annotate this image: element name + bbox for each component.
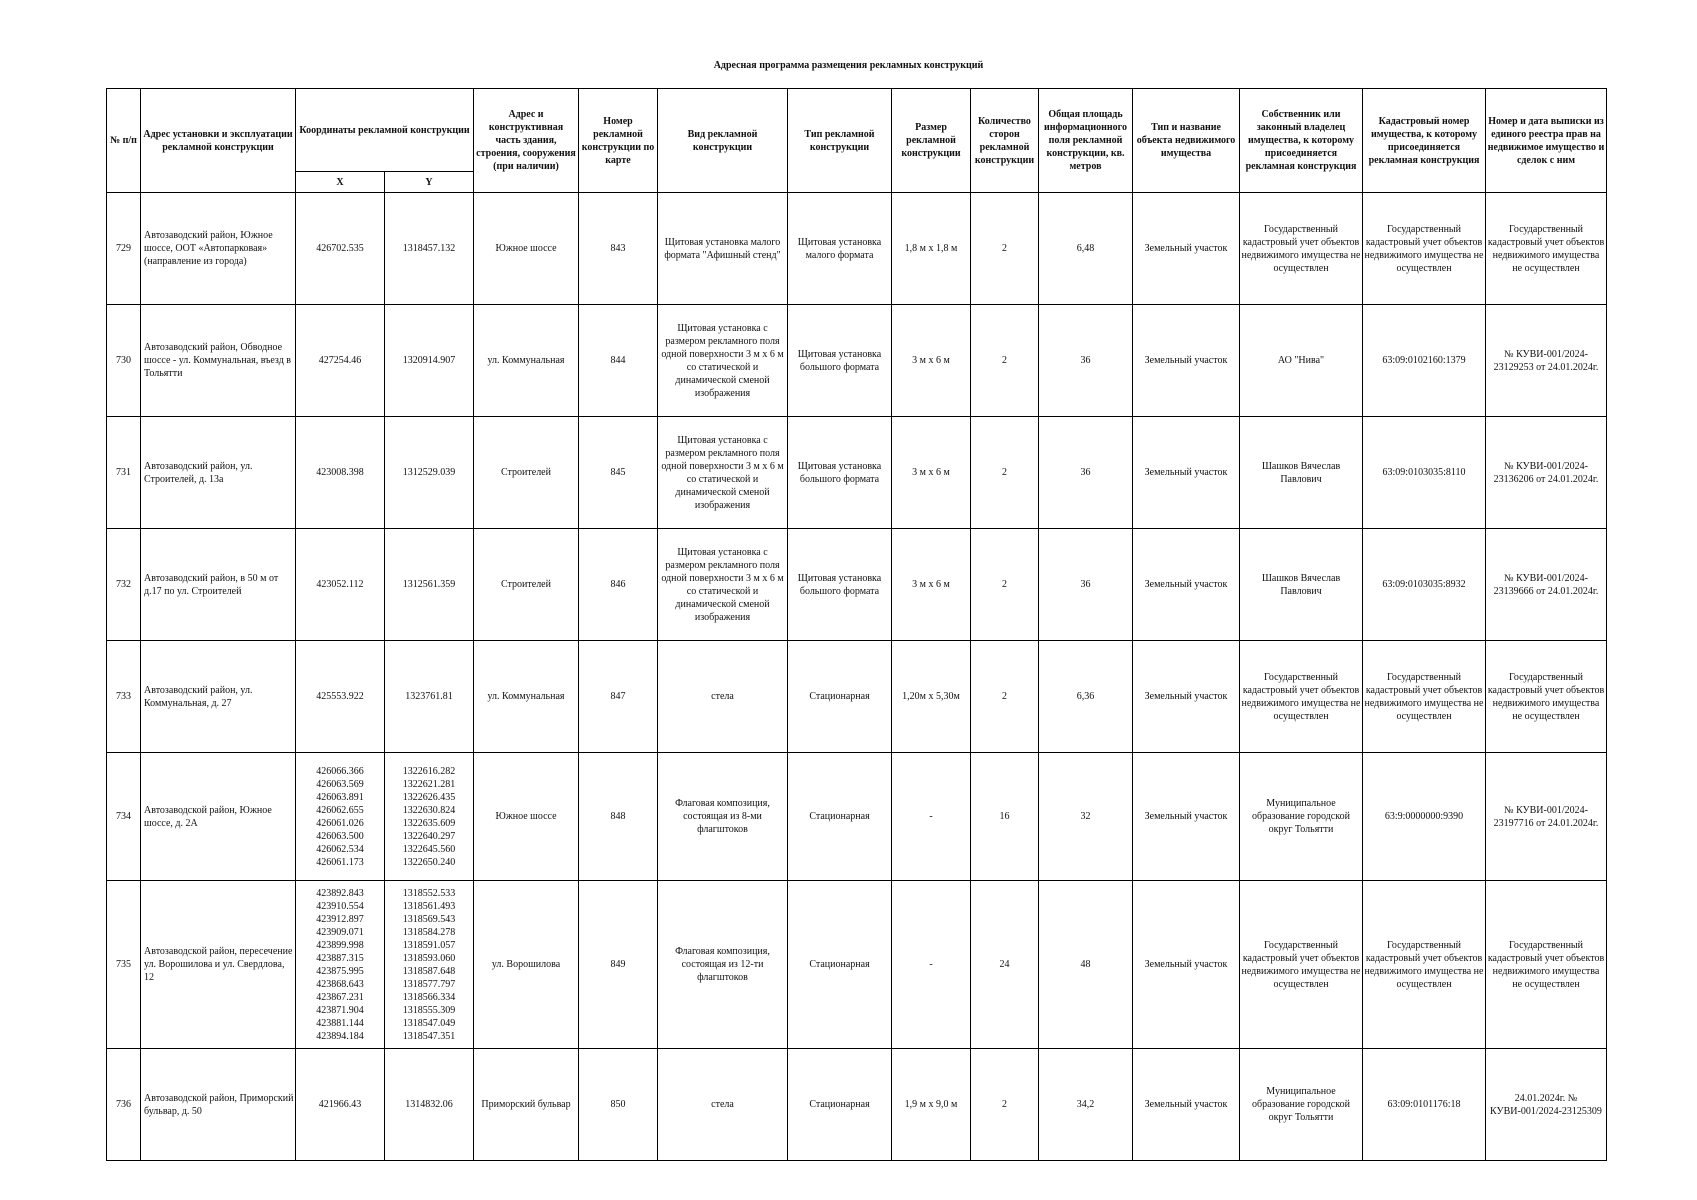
cell-type: Стационарная xyxy=(788,753,892,881)
cell-property: Земельный участок xyxy=(1133,753,1240,881)
cell-num: 736 xyxy=(107,1049,141,1161)
cell-owner: Шашков Вячеслав Павлович xyxy=(1240,417,1363,529)
cell-registry: Государственный кадастровый учет объектов недвижимого имущества не осуществлен xyxy=(1486,193,1607,305)
cell-registry: № КУВИ-001/2024-23197716 от 24.01.2024г. xyxy=(1486,753,1607,881)
cell-address: Автозаводской район, пересечение ул. Ворошилова и ул. Свердлова, 12 xyxy=(141,881,296,1049)
cell-area: 36 xyxy=(1039,529,1133,641)
cell-property: Земельный участок xyxy=(1133,881,1240,1049)
cell-num: 733 xyxy=(107,641,141,753)
cell-sides: 2 xyxy=(971,417,1039,529)
cell-sides: 2 xyxy=(971,193,1039,305)
cell-map-num: 845 xyxy=(579,417,658,529)
cell-address: Автозаводской район, Приморский бульвар, д. 50 xyxy=(141,1049,296,1161)
table-row xyxy=(107,305,1607,417)
cell-y: 1320914.907 xyxy=(385,305,474,417)
cell-num: 729 xyxy=(107,193,141,305)
cell-size: 1,20м х 5,30м xyxy=(892,641,971,753)
header-map-num: Номер рекламной конструкции по карте xyxy=(579,89,658,193)
header-num: № п/п xyxy=(107,89,141,193)
cell-size: 3 м х 6 м xyxy=(892,417,971,529)
cell-owner: АО "Нива" xyxy=(1240,305,1363,417)
cell-owner: Государственный кадастровый учет объектов недвижимого имущества не осуществлен xyxy=(1240,641,1363,753)
header-coords: Координаты рекламной конструкции xyxy=(296,89,474,172)
cell-area: 34,2 xyxy=(1039,1049,1133,1161)
cell-cadastral: Государственный кадастровый учет объектов недвижимого имущества не осуществлен xyxy=(1363,641,1486,753)
cell-sides: 2 xyxy=(971,641,1039,753)
header-area: Общая площадь информационного поля рекламной конструкции, кв. метров xyxy=(1039,89,1133,193)
table-row xyxy=(107,529,1607,641)
cell-map-num: 844 xyxy=(579,305,658,417)
cell-registry: № КУВИ-001/2024-23129253 от 24.01.2024г. xyxy=(1486,305,1607,417)
cell-building: Южное шоссе xyxy=(474,753,579,881)
cell-map-num: 850 xyxy=(579,1049,658,1161)
cell-map-num: 843 xyxy=(579,193,658,305)
cell-sides: 2 xyxy=(971,305,1039,417)
cell-kind: Щитовая установка с размером рекламного поля одной поверхности 3 м х 6 м со статической и динамической сменой изображения xyxy=(658,529,788,641)
cell-kind: стела xyxy=(658,641,788,753)
cell-area: 48 xyxy=(1039,881,1133,1049)
cell-y: 1318552.533 1318561.493 1318569.543 1318584.278 1318591.057 1318593.060 1318587.648 1318577.797 1318566.334 1318555.309 1318547.049 1318547.351 xyxy=(385,881,474,1049)
cell-y: 1314832.06 xyxy=(385,1049,474,1161)
header-cadastral: Кадастровый номер имущества, к которому присоединяется рекламная конструкция xyxy=(1363,89,1486,193)
header-sides: Количество сторон рекламной конструкции xyxy=(971,89,1039,193)
header-building: Адрес и конструктивная часть здания, строения, сооружения (при наличии) xyxy=(474,89,579,193)
header-size: Размер рекламной конструкции xyxy=(892,89,971,193)
cell-registry: Государственный кадастровый учет объектов недвижимого имущества не осуществлен xyxy=(1486,641,1607,753)
cell-size: 3 м х 6 м xyxy=(892,305,971,417)
cell-type: Стационарная xyxy=(788,641,892,753)
advertising-structures-table xyxy=(106,88,1607,1161)
cell-x: 425553.922 xyxy=(296,641,385,753)
cell-property: Земельный участок xyxy=(1133,1049,1240,1161)
cell-x: 426702.535 xyxy=(296,193,385,305)
cell-sides: 16 xyxy=(971,753,1039,881)
cell-address: Автозаводский район, в 50 м от д.17 по ул. Строителей xyxy=(141,529,296,641)
cell-type: Щитовая установка малого формата xyxy=(788,193,892,305)
cell-y: 1312529.039 xyxy=(385,417,474,529)
cell-x: 423052.112 xyxy=(296,529,385,641)
cell-num: 730 xyxy=(107,305,141,417)
cell-address: Автозаводский район, Южное шоссе, ООТ «Автопарковая» (направление из города) xyxy=(141,193,296,305)
cell-building: ул. Коммунальная xyxy=(474,641,579,753)
cell-building: Строителей xyxy=(474,529,579,641)
cell-sides: 24 xyxy=(971,881,1039,1049)
cell-size: 1,8 м х 1,8 м xyxy=(892,193,971,305)
cell-y: 1322616.282 1322621.281 1322626.435 1322630.824 1322635.609 1322640.297 1322645.560 1322650.240 xyxy=(385,753,474,881)
cell-x: 427254.46 xyxy=(296,305,385,417)
cell-address: Автозаводский район, ул. Строителей, д. 13а xyxy=(141,417,296,529)
cell-kind: стела xyxy=(658,1049,788,1161)
cell-x: 423008.398 xyxy=(296,417,385,529)
cell-registry: № КУВИ-001/2024-23139666 от 24.01.2024г. xyxy=(1486,529,1607,641)
cell-cadastral: 63:9:0000000:9390 xyxy=(1363,753,1486,881)
cell-type: Щитовая установка большого формата xyxy=(788,417,892,529)
header-property: Тип и название объекта недвижимого имущества xyxy=(1133,89,1240,193)
header-registry: Номер и дата выписки из единого реестра прав на недвижимое имущество и сделок с ним xyxy=(1486,89,1607,193)
cell-property: Земельный участок xyxy=(1133,641,1240,753)
cell-map-num: 847 xyxy=(579,641,658,753)
header-address: Адрес установки и эксплуатации рекламной конструкции xyxy=(141,89,296,193)
cell-size: - xyxy=(892,753,971,881)
cell-address: Автозаводский район, ул. Коммунальная, д. 27 xyxy=(141,641,296,753)
cell-building: Строителей xyxy=(474,417,579,529)
cell-property: Земельный участок xyxy=(1133,193,1240,305)
cell-type: Стационарная xyxy=(788,881,892,1049)
cell-registry: № КУВИ-001/2024-23136206 от 24.01.2024г. xyxy=(1486,417,1607,529)
cell-size: 1,9 м х 9,0 м xyxy=(892,1049,971,1161)
table-row xyxy=(107,1049,1607,1161)
cell-num: 735 xyxy=(107,881,141,1049)
cell-type: Щитовая установка большого формата xyxy=(788,305,892,417)
cell-property: Земельный участок xyxy=(1133,529,1240,641)
cell-cadastral: 63:09:0102160:1379 xyxy=(1363,305,1486,417)
cell-kind: Щитовая установка с размером рекламного поля одной поверхности 3 м х 6 м со статической и динамической сменой изображения xyxy=(658,305,788,417)
cell-y: 1312561.359 xyxy=(385,529,474,641)
cell-area: 36 xyxy=(1039,305,1133,417)
cell-owner: Муниципальное образование городской округ Тольятти xyxy=(1240,1049,1363,1161)
cell-owner: Шашков Вячеслав Павлович xyxy=(1240,529,1363,641)
cell-sides: 2 xyxy=(971,529,1039,641)
cell-y: 1323761.81 xyxy=(385,641,474,753)
cell-map-num: 846 xyxy=(579,529,658,641)
header-y: Y xyxy=(385,172,474,193)
document-title: Адресная программа размещения рекламных конструкций xyxy=(713,60,984,71)
cell-building: ул. Коммунальная xyxy=(474,305,579,417)
cell-registry: Государственный кадастровый учет объектов недвижимого имущества не осуществлен xyxy=(1486,881,1607,1049)
cell-kind: Флаговая композиция, состоящая из 12-ти флагштоков xyxy=(658,881,788,1049)
table-row xyxy=(107,417,1607,529)
cell-address: Автозаводской район, Южное шоссе, д. 2А xyxy=(141,753,296,881)
header-type: Тип рекламной конструкции xyxy=(788,89,892,193)
header-kind: Вид рекламной конструкции xyxy=(658,89,788,193)
cell-type: Щитовая установка большого формата xyxy=(788,529,892,641)
table-header-row xyxy=(107,89,1607,172)
cell-num: 732 xyxy=(107,529,141,641)
cell-owner: Государственный кадастровый учет объектов недвижимого имущества не осуществлен xyxy=(1240,193,1363,305)
cell-kind: Флаговая композиция, состоящая из 8-ми флагштоков xyxy=(658,753,788,881)
cell-map-num: 849 xyxy=(579,881,658,1049)
cell-owner: Муниципальное образование городской округ Тольятти xyxy=(1240,753,1363,881)
cell-sides: 2 xyxy=(971,1049,1039,1161)
cell-kind: Щитовая установка малого формата "Афишный стенд" xyxy=(658,193,788,305)
cell-x: 426066.366 426063.569 426063.891 426062.655 426061.026 426063.500 426062.534 426061.173 xyxy=(296,753,385,881)
cell-area: 6,48 xyxy=(1039,193,1133,305)
cell-cadastral: 63:09:0101176:18 xyxy=(1363,1049,1486,1161)
cell-x: 421966.43 xyxy=(296,1049,385,1161)
cell-registry: 24.01.2024г. № КУВИ-001/2024-23125309 xyxy=(1486,1049,1607,1161)
table-row xyxy=(107,881,1607,1049)
table-row xyxy=(107,641,1607,753)
cell-area: 6,36 xyxy=(1039,641,1133,753)
cell-property: Земельный участок xyxy=(1133,305,1240,417)
header-owner: Собственник или законный владелец имущества, к которому присоединяется рекламная конструкция xyxy=(1240,89,1363,193)
cell-owner: Государственный кадастровый учет объектов недвижимого имущества не осуществлен xyxy=(1240,881,1363,1049)
cell-size: 3 м х 6 м xyxy=(892,529,971,641)
cell-area: 32 xyxy=(1039,753,1133,881)
cell-address: Автозаводский район, Обводное шоссе - ул. Коммунальная, въезд в Тольятти xyxy=(141,305,296,417)
cell-cadastral: Государственный кадастровый учет объектов недвижимого имущества не осуществлен xyxy=(1363,881,1486,1049)
cell-kind: Щитовая установка с размером рекламного поля одной поверхности 3 м х 6 м со статической и динамической сменой изображения xyxy=(658,417,788,529)
cell-num: 734 xyxy=(107,753,141,881)
cell-x: 423892.843 423910.554 423912.897 423909.071 423899.998 423887.315 423875.995 423868.643 423867.231 423871.904 423881.144 423894.184 xyxy=(296,881,385,1049)
cell-building: ул. Ворошилова xyxy=(474,881,579,1049)
cell-num: 731 xyxy=(107,417,141,529)
cell-size: - xyxy=(892,881,971,1049)
cell-type: Стационарная xyxy=(788,1049,892,1161)
cell-building: Приморский бульвар xyxy=(474,1049,579,1161)
cell-y: 1318457.132 xyxy=(385,193,474,305)
table-row xyxy=(107,193,1607,305)
cell-area: 36 xyxy=(1039,417,1133,529)
cell-building: Южное шоссе xyxy=(474,193,579,305)
cell-cadastral: Государственный кадастровый учет объектов недвижимого имущества не осуществлен xyxy=(1363,193,1486,305)
cell-property: Земельный участок xyxy=(1133,417,1240,529)
header-x: X xyxy=(296,172,385,193)
cell-cadastral: 63:09:0103035:8110 xyxy=(1363,417,1486,529)
table-row xyxy=(107,753,1607,881)
cell-map-num: 848 xyxy=(579,753,658,881)
cell-cadastral: 63:09:0103035:8932 xyxy=(1363,529,1486,641)
